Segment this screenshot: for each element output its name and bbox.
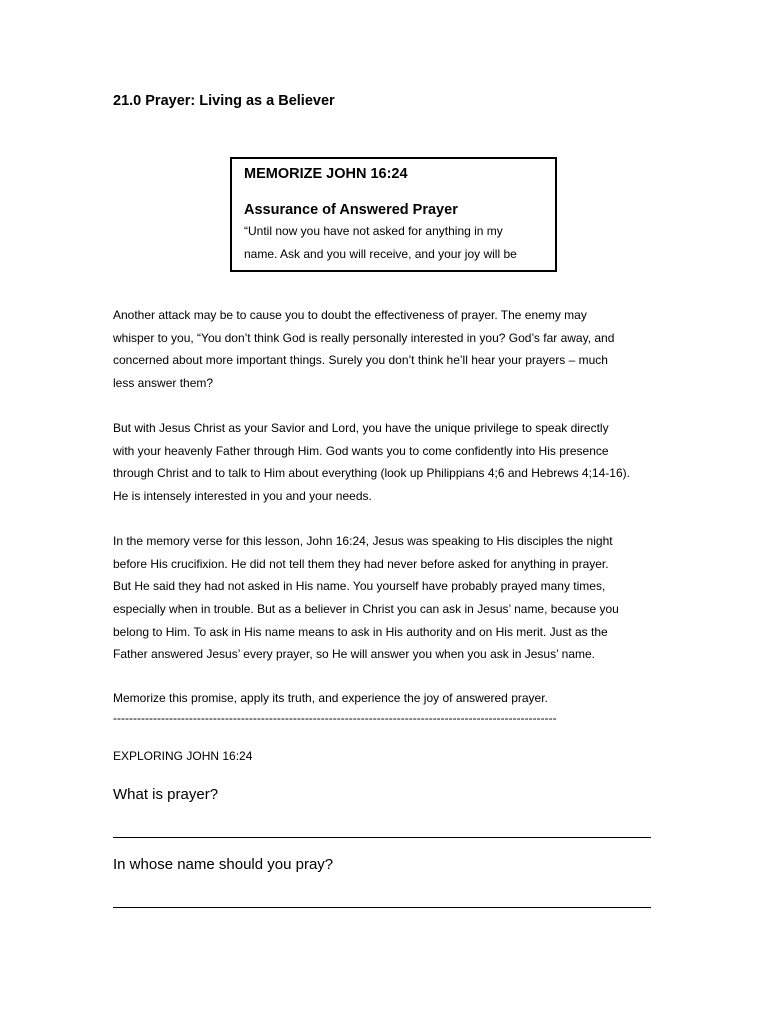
paragraph-3-line: belong to Him. To ask in His name means to ask in His authority and on His merit. Just as the xyxy=(113,625,608,639)
paragraph-3-line: Father answered Jesus’ every prayer, so He will answer you when you ask in Jesus’ name. xyxy=(113,647,595,661)
paragraph-3-line: But He said they had not asked in His name. You yourself have probably prayed many times, xyxy=(113,579,606,593)
paragraph-4-line: Memorize this promise, apply its truth, and experience the joy of answered prayer. xyxy=(113,691,548,705)
page-title: 21.0 Prayer: Living as a Believer xyxy=(113,93,335,109)
paragraph-2-line: through Christ and to talk to Him about everything (look up Philippians 4;6 and Hebrews 4;14-16). xyxy=(113,466,630,480)
answer-line-1[interactable] xyxy=(113,837,651,838)
question-1: What is prayer? xyxy=(113,786,219,803)
memorize-heading: MEMORIZE JOHN 16:24 xyxy=(244,166,408,182)
paragraph-3-line: before His crucifixion. He did not tell them they had never before asked for anything in prayer. xyxy=(113,557,609,571)
paragraph-1-line: Another attack may be to cause you to doubt the effectiveness of prayer. The enemy may xyxy=(113,308,587,322)
memorize-verse-box xyxy=(230,157,557,272)
paragraph-3-line: especially when in trouble. But as a believer in Christ you can ask in Jesus’ name, because you xyxy=(113,602,619,616)
paragraph-2-line: with your heavenly Father through Him. God wants you to come confidently into His presence xyxy=(113,444,609,458)
memorize-verse-line: “Until now you have not asked for anything in my xyxy=(244,224,503,238)
paragraph-1-line: whisper to you, “You don’t think God is really personally interested in you? God’s far away, and xyxy=(113,331,615,345)
paragraph-2-line: But with Jesus Christ as your Savior and Lord, you have the unique privilege to speak directly xyxy=(113,421,609,435)
paragraph-2-line: He is intensely interested in you and your needs. xyxy=(113,489,372,503)
section-divider: --------------------------------------------------------------------------------------------------------------- xyxy=(113,711,557,725)
answer-line-2[interactable] xyxy=(113,907,651,908)
paragraph-1-line: concerned about more important things. Surely you don’t think he’ll hear your prayers – much xyxy=(113,353,608,367)
exploring-heading: EXPLORING JOHN 16:24 xyxy=(113,749,253,763)
question-2: In whose name should you pray? xyxy=(113,856,334,873)
paragraph-3-line: In the memory verse for this lesson, John 16:24, Jesus was speaking to His disciples the night xyxy=(113,534,613,548)
memorize-verse-line: name. Ask and you will receive, and your joy will be xyxy=(244,247,517,261)
paragraph-1-line: less answer them? xyxy=(113,376,214,390)
memorize-subheading: Assurance of Answered Prayer xyxy=(244,202,458,218)
